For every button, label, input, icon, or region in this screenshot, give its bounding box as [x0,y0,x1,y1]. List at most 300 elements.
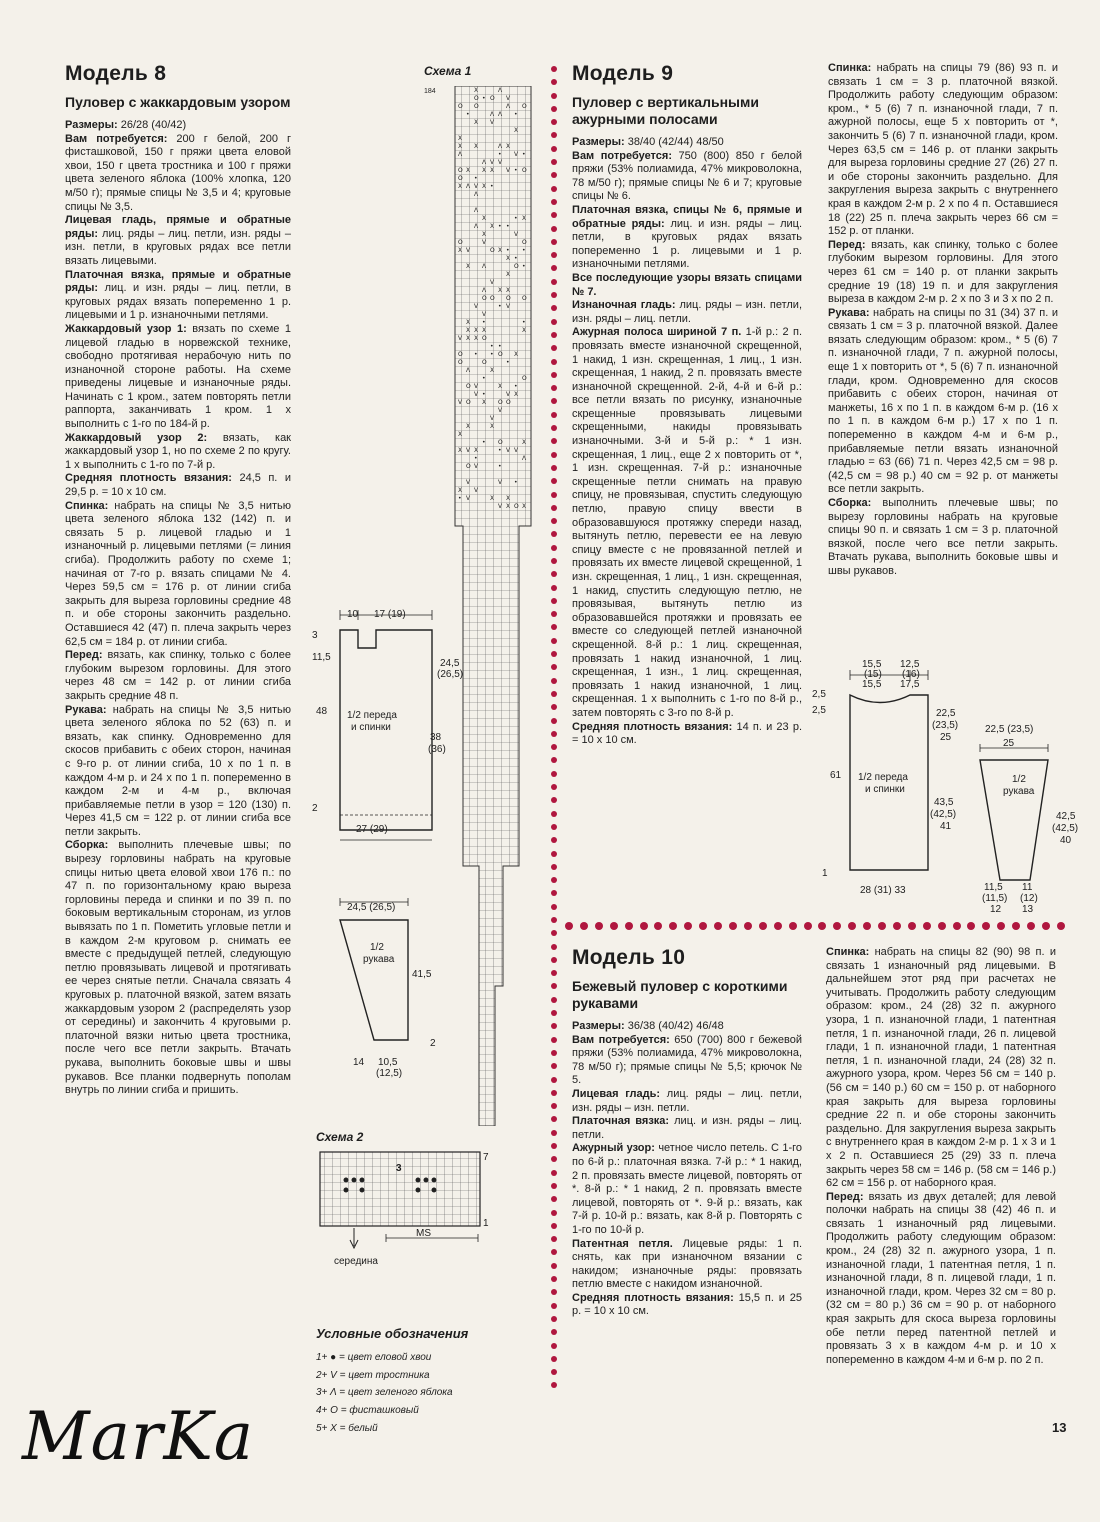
chart-symbol: Λ [466,367,471,374]
chart-symbol: O [490,95,495,102]
divider-dot [551,252,557,258]
chart-symbol: O [458,239,463,246]
diagram8-sleeve-label-6: (12,5) [376,1068,403,1079]
chart-symbol: O [466,399,471,406]
chart-symbol: V [466,447,471,454]
divider-dot [551,465,557,471]
divider-dot [551,585,557,591]
diagram9-front-label-9: (23,5) [932,720,959,731]
diagram9-front-label-11: 61 [830,770,842,781]
paragraph [572,150,802,204]
paragraph-lead: Ажурный узор: [572,1142,655,1155]
chart-symbol: X [514,127,519,134]
paragraph-text: 1-й р.: 2 п. провязать вместе изнаночной скрещенной, 1 накид, 1 изн. скрещенная, 1 лиц., 1 изн. скрещенная, 1 накид, 2 п. провязать вместе изнаночной скрещенной. 2-й, 4-й и 6-й р.: все петли вязать по рисунку, изнаночные скрещенные провязывать лицевыми скрещенными, накиды провязывать изнаночными. 3-й и 5-й р.: * 1 изн. скрещенная, 1 лиц., еще 2 х повторить от *, 1 изн. скрещенная. 7-й р.: изнаночные скрещенные петли снимать на правую спицу, не провязывая, спустить следующую петлю, правую спицу ввести в образовавшуюся протяжку спереди назад, вытянуть петлю, перевести ее на левую спицу вместе с не провязанной петлей и провязать их вместе лицевой скрещенной, 1 изн. скрещенная, 1 лиц., 1 изн. скрещенная, 1 накид, спустить следующую петлю, не провязывая, вытянуть петлю из образовавшейся протяжки и провязать ее вместе со следующей петлей изнаночной скрещенной. 8-й р.: 1 лиц. скрещенная, провязать 1 накид изнаночной, 1 лиц. скрещенная, 1 изн., 1 лиц. скрещенная, провязать 1 накид изнаночной, 1 лиц. скрещенная. 1 х выполнить с 1-го по 8-й р., затем повторять с 3-го по 8-й р. [572,326,802,719]
legend-item: 4+ O = фисташковый [316,1405,419,1417]
divider-dot [551,1276,557,1282]
divider-dot [551,651,557,657]
chart-symbol: X [458,487,463,494]
chart-symbol: • [458,495,462,502]
divider-dot [580,922,588,930]
chart-symbol: X [522,215,527,222]
divider-dot [551,199,557,205]
chart-symbol: Λ [458,151,463,158]
chart-symbol: O [474,103,479,110]
divider-dot [610,922,618,930]
paragraph [826,946,1056,1191]
chart-symbol: • [490,351,494,358]
divider-dot [551,611,557,617]
chart-symbol: O [490,295,495,302]
diagram8-front-label-12: 27 (29) [356,824,388,835]
divider-dot [551,1236,557,1242]
divider-dot [551,1156,557,1162]
paragraph-text: Лицевые ряды: 1 п. снять, как при изнаночном вязании с накидом; изнаночные ряды: провязать петлю вместе с накидом изнаночной. [572,1237,802,1291]
paragraph [65,839,291,1097]
diagram9-sleeve-label-9: 12 [990,904,1002,915]
schema2-label-0: 3 [396,1163,402,1174]
chart-symbol: • [474,351,478,358]
divider-dot [551,890,557,896]
chart-symbol: • [514,479,518,486]
chart-symbol: X [506,271,511,278]
chart-symbol: O [514,503,519,510]
divider-dot [551,1382,557,1388]
chart-symbol: O [458,103,463,110]
diagram8-sleeve-label-5: 10,5 [378,1057,398,1068]
diagram9-sleeve-label-12: 13 [1022,904,1034,915]
chart-symbol: X [490,167,495,174]
divider-dot [669,922,677,930]
divider-dot [982,922,990,930]
chart-symbol: V [490,279,495,286]
paragraph-lead: Изнаночная гладь: [572,299,676,312]
chart-symbol: O [498,399,503,406]
chart-symbol: X [506,503,511,510]
divider-dot [818,922,826,930]
divider-dot [551,784,557,790]
divider-dot [863,922,871,930]
chart-symbol: X [522,503,527,510]
diagram9-sleeve-label-1: 25 [1003,738,1015,749]
chart-symbol: O [522,167,527,174]
divider-dot [551,292,557,298]
legend-item: 1+ ● = цвет еловой хвои [316,1351,432,1363]
divider-dot [551,1183,557,1189]
diagram9-front-label-4: (16) [902,669,920,680]
paragraph [572,1142,802,1237]
paragraph-text: 650 (700) 800 г бежевой пряжи (53% полиамида, 47% микроволокна, 78 м/50 г); прямые спицы № 5,5; крючок № 5. [572,1033,803,1087]
chart-symbol: V [474,487,479,494]
diagram9-sleeve-label-10: 11 [1022,882,1033,893]
paragraph [65,500,291,650]
chart-symbol: X [466,263,471,270]
divider-dot [551,79,557,85]
divider-dot [551,425,557,431]
divider-dot [551,1289,557,1295]
chart-symbol: • [498,343,502,350]
chart-symbol: V [498,479,503,486]
chart-symbol: X [506,255,511,262]
chart-symbol: X [498,383,503,390]
chart-symbol: O [514,263,519,270]
divider-dot [551,771,557,777]
chart-symbol: • [490,183,494,190]
paragraph-text: 14 п. и 23 р. = 10 х 10 см. [572,720,802,747]
chart-symbol: • [498,151,502,158]
paragraph-text: набрать на спицы № 3,5 нитью цвета зеленого яблока 132 (142) п. и связать 5 р. лицевой гладью и 1 изнаночный р. лицевыми петлями (= линия сгиба). Продолжить работу по схеме 1; начиная от 7-го р. вязать спицами № 4. Через 59,5 см = 176 р. от линии сгиба закрыть для выреза горловины средние 48 п. и обе стороны закончить раздельно. Оставшиеся 42 (47) п. плеча закрыть через 62,5 см = 184 р. от линии сгиба. [65,499,291,648]
paragraph [65,133,291,215]
paragraph-text: лиц. и изн. ряды – лиц. петли, в круговых рядах вязать попеременно 1 р. лицевыми и 1 р. изнаночными петлями. [65,282,291,322]
diagram8-sleeve-label-7: 2 [430,1038,436,1049]
divider-dot [551,1263,557,1269]
divider-dot [1027,922,1035,930]
divider-dot [774,922,782,930]
divider-dot [953,922,961,930]
diagram8-front-label-5: (26,5) [437,669,464,680]
chart-symbol: X [466,167,471,174]
divider-dot [551,571,557,577]
divider-dot [893,922,901,930]
model10-article-right [826,946,1056,1367]
paragraph-lead: Лицевая гладь, прямые и обратные ряды: [65,214,291,240]
chart-symbol: V [474,383,479,390]
paragraph-text: лиц. ряды – лиц. петли, изн. ряды – изн. петли, в круговых рядах все петли вязать лицевыми. [65,227,291,267]
paragraph [65,704,291,840]
diagram8-front-label-4: 24,5 [440,658,460,669]
chart-symbol: Λ [522,455,527,462]
model9-subtitle: Пуловер с вертикальными ажурными полосами [572,94,759,127]
divider-dot [551,970,557,976]
legend [316,1325,468,1438]
chart-symbol: O [506,399,511,406]
divider-dot [714,922,722,930]
divider-dot [551,837,557,843]
chart-symbol: X [482,231,487,238]
divider-dot [551,106,557,112]
chart-symbol: X [514,391,519,398]
paragraph [65,214,291,268]
paragraph-lead: Средняя плотность вязания: [65,472,232,485]
chart-symbol: Λ [474,207,479,214]
chart-symbol: • [466,111,470,118]
paragraph-text: 38/40 (42/44) 48/50 [624,136,724,148]
divider-dot [551,1223,557,1229]
chart-symbol: • [482,391,486,398]
paragraph-lead: Патентная петля. [572,1237,673,1250]
paragraph-lead: Спинка: [828,62,872,74]
paragraph [572,204,802,272]
divider-dot [551,359,557,365]
chart-symbol: V [466,495,471,502]
diagram9-sleeve-label-5: (42,5) [1052,823,1079,834]
diagram9-front-label-6: 2,5 [812,689,826,700]
chart-symbol: Λ [474,223,479,230]
chart-symbol: Λ [506,103,511,110]
chart-symbol: • [498,463,502,470]
divider-dot [625,922,633,930]
model8-subtitle: Пуловер с жаккардовым узором [65,94,291,110]
divider-dot [551,319,557,325]
chart-symbol: • [506,359,510,366]
chart-symbol: V [506,391,511,398]
paragraph-text: лиц. ряды – лиц. петли, изн. ряды – изн. петли. [572,1087,803,1114]
paragraph [828,307,1058,497]
divider-dot [551,1249,557,1255]
divider-dot [551,265,557,271]
chart-symbol: • [474,175,478,182]
chart-symbol: O [458,175,463,182]
chart-symbol: • [506,247,510,254]
paragraph [828,239,1058,307]
diagram8-sleeve-label-2: рукава [363,954,395,965]
divider-dot [833,922,841,930]
paragraph [572,1088,802,1115]
chart-symbol: X [458,447,463,454]
model8-title: Модель 8 [65,62,167,85]
chart-symbol: O [498,351,503,358]
chart-symbol: O [498,439,503,446]
chart-symbol: V [514,231,519,238]
chart-symbol: X [474,143,479,150]
divider-dot [551,372,557,378]
chart-symbol: X [466,327,471,334]
paragraph-text: 36/38 (40/42) 46/48 [624,1020,724,1032]
chart-symbol: O [482,335,487,342]
paragraph-lead: Перед: [65,649,103,662]
diagram8-sleeve-label-4: 14 [353,1057,365,1068]
diagram9-front-label-16: 41 [940,821,952,832]
chart-symbol: V [498,503,503,510]
chart-symbol: X [474,335,479,342]
paragraph-text: набрать на спицы № 3,5 нитью цвета зеленого яблока по 52 (63) п. и вязать, как спинку. Одновременно для скосов прибавить с обеих сторон, начиная с 9-го р. от линии сгиба, 10 х по 1 п. в каждом 4-м р. и 24 х по 1 п. попеременно в каждом 2-м и 4-м р., включая прибавляемые петли в узор = 120 (130) п. Через 41,5 см = 122 р. от линии сгиба все петли закрыть. [65,703,291,838]
divider-dot [551,797,557,803]
vertical-dot-divider [549,66,559,1396]
paragraph-text: набрать на спицы 79 (86) 93 п. и связать 1 см = 3 р. платочной вязкой. Продолжить работу следующим образом: кром., * 5 (6) 7 п. изнаночной глади, 7 п. ажурной полосы, еще 5 х повторить от *, закончить 5 (6) 7 п. изнаночной глади, кром. Через 63,5 см = 146 р. от планки закрыть для выреза горловины средние 27 (26) 27 п. и обе стороны закончить раздельно. Для закругления выреза закрыть с внутреннего края в каждом 2-м р. 2 х по 4 п. Оставшиеся 18 (22) 25 п. плеча закрыть через 66 см = 152 р. от планки. [828,62,1058,238]
diagram9-front-label-7: 2,5 [812,705,826,716]
chart-symbol: O [474,95,479,102]
divider-dot [551,186,557,192]
divider-dot [551,1063,557,1069]
chart-symbol: V [490,415,495,422]
divider-dot [551,1010,557,1016]
paragraph-text: выполнить плечевые швы; по вырезу горловины набрать на круговые спицы 90 п. и связать 1 см = 3 р. платочной вязкой, после чего все петли закрыть. Втачать рукава, выполнить боковые швы и швы рукавов. [828,497,1058,577]
divider-dot [551,93,557,99]
divider-dot [551,212,557,218]
model8-article [65,62,291,1098]
chart-symbol: V [474,303,479,310]
divider-dot [878,922,886,930]
divider-dot [551,864,557,870]
diagram9-sleeve-label-0: 22,5 (23,5) [985,724,1034,735]
chart-symbol: • [474,455,478,462]
paragraph [65,323,291,432]
chart-symbol: X [498,247,503,254]
chart-symbol: V [506,167,511,174]
diagram8-front-label-10: (36) [428,744,446,755]
chart-symbol: X [466,319,471,326]
divider-dot [551,1329,557,1335]
chart-symbol: • [522,319,526,326]
paragraph-text: вязать, как жаккардовый узор 1, но по схеме 2 по кругу. 1 х выполнить с 1-го по 7-й р. [65,431,291,471]
paragraph [572,1034,802,1088]
paragraph-lead: Ажурная полоса шириной 7 п. [572,326,742,339]
diagram9-front-label-12: 1/2 переда [858,772,908,783]
divider-dot [551,877,557,883]
chart-symbol: • [482,375,486,382]
divider-dot [551,731,557,737]
diagram9-sleeve-label-3: рукава [1003,786,1035,797]
chart-symbol: O [458,351,463,358]
paragraph-lead: Рукава: [828,306,870,319]
paragraph-lead: Средняя плотность вязания: [572,1291,734,1304]
divider-dot [551,226,557,232]
chart-symbol: V [482,311,487,318]
diagram8-front-label-7: 1/2 переда [347,710,397,721]
chart-symbol: V [514,151,519,158]
divider-dot [551,1210,557,1216]
divider-dot [551,1303,557,1309]
diagram9-front-label-17: 1 [822,868,828,879]
chart-symbol: Λ [498,111,503,118]
paragraph-text: 24,5 п. и 29,5 р. = 10 х 10 см. [65,472,291,499]
divider-dot [565,922,573,930]
chart-symbol: V [482,239,487,246]
chart-symbol: O [466,383,471,390]
divider-dot [551,624,557,630]
chart-symbol: V [498,159,503,166]
divider-dot [551,983,557,989]
chart-symbol: V [490,119,495,126]
chart-symbol: • [514,383,518,390]
chart-symbol: X [482,327,487,334]
divider-dot [551,811,557,817]
divider-dot [551,505,557,511]
paragraph-text: выполнить плечевые швы; по вырезу горловины набрать на круговые спицы нитью цвета еловой хвои 176 п.: по 47 п. по горизонтальному краю выреза горловины переда и спинки и по 39 п. по боковым вертикальным сторонам, из углов вывязать по 1 п. Пометить угловые петли и в каждом 2-м круговом р. снимать ее вместе с предыдущей петлей, следующую петлю провязывать лицевой и протягивать ее через снятые петли. Сначала связать 4 круговых р. платочной вязкой, затем вязать жаккардовым узором 2 (распределять узор от середины) и закончить 4 круговыми р. платочной вязки нитью цвета тростника, после чего все петли закрыть. Втачать рукава, выполнить боковые швы и швы рукавов. Все планки подвернуть пополам внутрь по линии сгиба и пришить. [65,839,291,1097]
chart-symbol: V [458,399,463,406]
diagram8-sleeve-label-3: 41,5 [412,969,432,980]
divider-dot [938,922,946,930]
legend-item: 2+ V = цвет тростника [316,1369,430,1381]
schema2-label-2: 1 [483,1218,489,1229]
divider-dot [804,922,812,930]
diagram8-front-label-8: и спинки [351,722,391,733]
divider-dot [699,922,707,930]
chart-symbol: V [498,407,503,414]
paragraph-text: 200 г белой, 200 г фисташковой, 150 г пряжи цвета еловой хвои, 150 г цвета тростника и 100 г пряжи цвета зеленого яблока (100% хлопка, 120 м/50 г); прямые спицы № 3,5 и 4; круговые спицы № 3,5. [65,132,291,213]
legend-title: Условные обозначения [316,1326,469,1341]
paragraph-lead: Размеры: [572,1020,625,1032]
divider-dot [551,412,557,418]
model10-body [572,1020,802,1319]
chart-symbol: O [482,295,487,302]
divider-dot [551,1103,557,1109]
diagram8-front-label-0: 10 [347,609,359,620]
paragraph-text: вязать, как спинку, только с более глубоким вырезом горловины. Для этого через 61 см = 140 р. от планки закрыть средние 19 (18) 19 п. и для закругления выреза в каждом 2-м р. 2 х по 3 и 3 х по 2 п. [828,238,1058,306]
divider-dot [997,922,1005,930]
chart-symbol: V [474,391,479,398]
diagram9-sleeve-label-8: (11,5) [982,893,1008,904]
chart-symbol: • [514,255,518,262]
divider-dot [551,119,557,125]
diagram9-front-label-14: 43,5 [934,797,954,808]
paragraph [572,1238,802,1292]
chart-symbol: • [522,151,526,158]
chart-symbol: X [490,423,495,430]
diagram9-front-label-5: 17,5 [900,679,920,690]
diagram9-front-label-18: 28 (31) 33 [860,885,906,896]
divider-dot [551,1077,557,1083]
chart-symbol: X [458,143,463,150]
model9-title: Модель 9 [572,62,674,85]
paragraph-lead: Все последующие узоры вязать спицами № 7. [572,271,802,298]
divider-dot [551,66,557,72]
schema2-chart [316,1150,496,1260]
divider-dot [551,678,557,684]
chart-symbol: X [522,327,527,334]
paragraph-text: вязать из двух деталей; для левой полочки набрать на спицы 38 (42) 46 п. и связать 1 изнаночный ряд лицевыми. Продолжить работу следующим образом: кром., 24 (28) 32 п. ажурного узора, 1 п. изнаночной глади, 1 патентная петля, 1 п. изнаночной глади, 8 п. лицевой глади, 1 п. изнаночной глади, кром. Через 32 см = 80 р. (32 см = 80 р.) 36 см = 90 р. от наборного края закрыть для скоса выреза горловины обе петли перед патентной петлей и провязать 3 х в каждом 4-м р. и 10 х попеременно в каждом 4-м и 6-м р. по 2 п. [826,1190,1056,1366]
paragraph-lead: Жаккардовый узор 1: [65,322,187,335]
divider-dot [551,172,557,178]
divider-dot [923,922,931,930]
schema2-label-3: MS [416,1228,431,1239]
chart-symbol: • [482,439,486,446]
paragraph-text: четное число петель. С 1-го по 6-й р.: платочная вязка. 7-й р.: * 1 накид, 2 п. провязать вместе лицевой, повторять от *. 8-й р.: * 1 накид, 2 п. провязать вместе лицевой, повторять от *. 9-й р.: вязать, как 7-й р. 10-й р.: вязать, как 8-й р. Повторять с 1-го по 10-й р. [572,1142,803,1236]
chart-symbol: • [522,247,526,254]
model10-article-left [572,946,802,1319]
chart-symbol: • [490,343,494,350]
diagram9-front-label-8: 22,5 [936,708,956,719]
paragraph [65,472,291,499]
chart-symbol: V [490,159,495,166]
paragraph-text: 15,5 п. и 25 р. = 10 х 10 см. [572,1291,803,1318]
diagram9-front-label-10: 25 [940,732,952,743]
paragraph-text: набрать на спицы по 31 (34) 37 п. и связать 1 см = 3 р. платочной вязкой. Далее вязать следующим образом: кром., * 5 (6) 7 п. изнаночной глади, 7 п. ажурной полосы, еще 1 х повторить от *, 5 (6) 7 п. изнаночной глади, кром. Одновременно для скосов прибавить с обеих сторон, начиная от манжеты, 16 х по 1 п. в каждом 6-м р. (16 х по 1 п. в каждом 6-м р.) 17 х по 1 п. попеременно в каждом 4-м и 6-м р., прибавляемые петли вязать изнаночной гладью = 63 (66) 71 п. Через 42,5 см = 98 р. (42,5 см = 98 р.) 40 см = 92 р. от манжеты все петли закрыть. [828,306,1058,496]
divider-dot [551,944,557,950]
paragraph [65,269,291,323]
chart-symbol: X [490,495,495,502]
chart-symbol: V [506,303,511,310]
chart-symbol: • [514,215,518,222]
chart-symbol: Λ [498,143,503,150]
divider-dot [551,305,557,311]
paragraph [572,1020,802,1034]
chart-symbol: V [474,183,479,190]
diagram9-front-label-15: (42,5) [930,809,957,820]
paragraph-lead: Перед: [828,238,866,251]
paragraph [65,649,291,703]
chart-symbol: O [458,359,463,366]
chart-symbol: O [458,167,463,174]
chart-symbol: V [458,335,463,342]
chart-symbol: X [522,439,527,446]
model9-article-left [572,62,802,748]
divider-dot [551,851,557,857]
diagram9-front-label-13: и спинки [865,784,905,795]
divider-dot [551,146,557,152]
paragraph-lead: Перед: [826,1190,864,1203]
model8-body [65,119,291,1098]
divider-dot [551,1023,557,1029]
chart-symbol: X [482,215,487,222]
chart-symbol: V [474,463,479,470]
divider-dot [789,922,797,930]
legend-item: 5+ X = белый [316,1422,378,1434]
chart-symbol: V [514,447,519,454]
marka-logo: MarKa [22,1398,255,1475]
divider-dot [551,930,557,936]
divider-dot [551,545,557,551]
diagram8-front-label-1: 17 (19) [374,609,406,620]
